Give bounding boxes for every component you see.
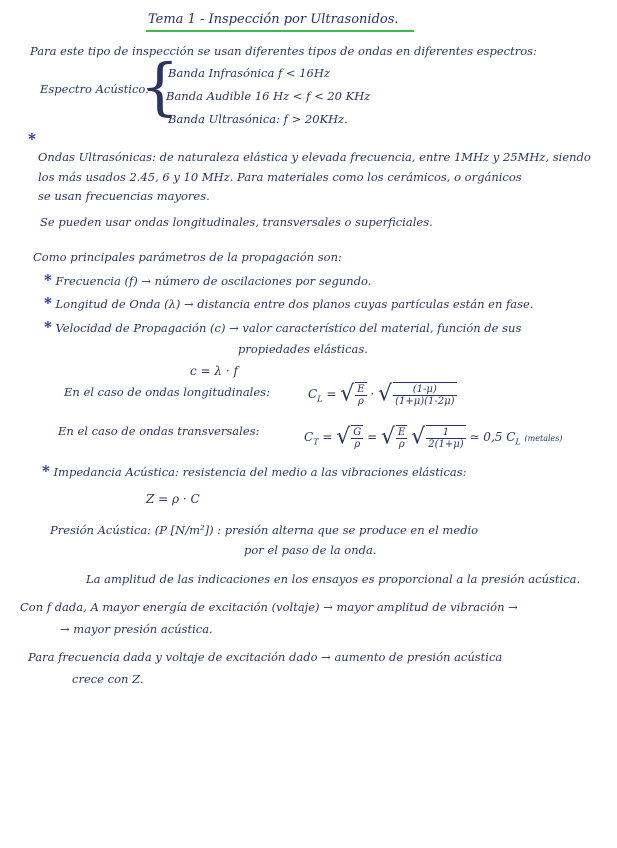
fixed-freq-line-1: Con f dada, A mayor energía de excitación (voltaje) → mayor amplitud de vibración → (20, 600, 518, 614)
brace-symbol: { (140, 50, 180, 123)
impedance-item (42, 464, 467, 479)
ultrasound-line-2: los más usados 2.45, 6 y 10 MHz. Para materiales como los cerámicos, o orgánicos (38, 170, 522, 184)
velocity-text-2: propiedades elásticas. (238, 342, 368, 356)
velocity-item (44, 320, 521, 335)
star-bullet-icon: * (42, 462, 50, 480)
band-ultrasonic: Banda Ultrasónica: f > 20KHz. (168, 112, 348, 126)
frequency-text: Frecuencia (f) → número de oscilaciones por segundo. (55, 274, 372, 288)
page-title: Tema 1 - Inspección por Ultrasonidos. (148, 12, 399, 27)
spectrum-label: Espectro Acústico: (40, 82, 150, 96)
title-underline (146, 30, 414, 32)
fixed-freq-line-2: → mayor presión acústica. (60, 622, 213, 636)
impedance-formula: Z = ρ · C (146, 492, 200, 506)
intro-line: Para este tipo de inspección se usan diferentes tipos de ondas en diferentes espectros: (30, 44, 537, 58)
impedance-text: Impedancia Acústica: resistencia del medio a las vibraciones elásticas: (53, 465, 467, 479)
star-bullet-icon: * (44, 318, 52, 336)
pressure-line-2: por el paso de la onda. (244, 543, 377, 557)
wavelength-text: Longitud de Onda (λ) → distancia entre dos planos cuyas partículas están en fase. (55, 297, 534, 311)
star-bullet-icon: * (44, 271, 52, 289)
wavelength-item (44, 296, 533, 311)
band-audible: Banda Audible 16 Hz < f < 20 KHz (166, 89, 371, 103)
fixed-volt-line-1: Para frecuencia dada y voltaje de excitación dado → aumento de presión acústica (28, 650, 503, 664)
fixed-volt-line-2: crece con Z. (72, 672, 144, 686)
transversal-label: En el caso de ondas transversales: (58, 424, 260, 438)
transversal-formula: $C_T$ = √ $\frac{G}{\rho}$ = √ $\frac{E}{\rho}$ √ $\frac{1}{2(1+\mu)}$ ≃ 0,5 $C_L$ (metales) (304, 424, 563, 450)
c-formula: c = λ · f (190, 364, 238, 378)
params-intro: Como principales parámetros de la propagación son: (33, 250, 342, 264)
star-bullet-icon: * (28, 130, 36, 148)
band-infrasonic: Banda Infrasónica f < 16Hz (168, 66, 330, 80)
frequency-item (44, 273, 371, 288)
wave-types-line: Se pueden usar ondas longitudinales, transversales o superficiales. (40, 215, 433, 229)
pressure-line-1: Presión Acústica: (P [N/m²]) : presión alterna que se produce en el medio (50, 523, 479, 537)
longitudinal-formula: $C_L$ = √ $\frac{E}{\rho}$ · √ $\frac{(1-\mu)}{(1+\mu)(1-2\mu)}$ (308, 381, 455, 407)
ultrasound-line-3: se usan frecuencias mayores. (38, 189, 210, 203)
velocity-text: Velocidad de Propagación (c) → valor característico del material, función de sus (55, 321, 522, 335)
longitudinal-label: En el caso de ondas longitudinales: (64, 385, 270, 399)
star-bullet-icon: * (44, 294, 52, 312)
ultrasound-line-1: Ondas Ultrasónicas: de naturaleza elástica y elevada frecuencia, entre 1MHz y 25MHz, siendo (38, 150, 591, 164)
amplitude-line: La amplitud de las indicaciones en los ensayos es proporcional a la presión acústica. (86, 572, 581, 586)
